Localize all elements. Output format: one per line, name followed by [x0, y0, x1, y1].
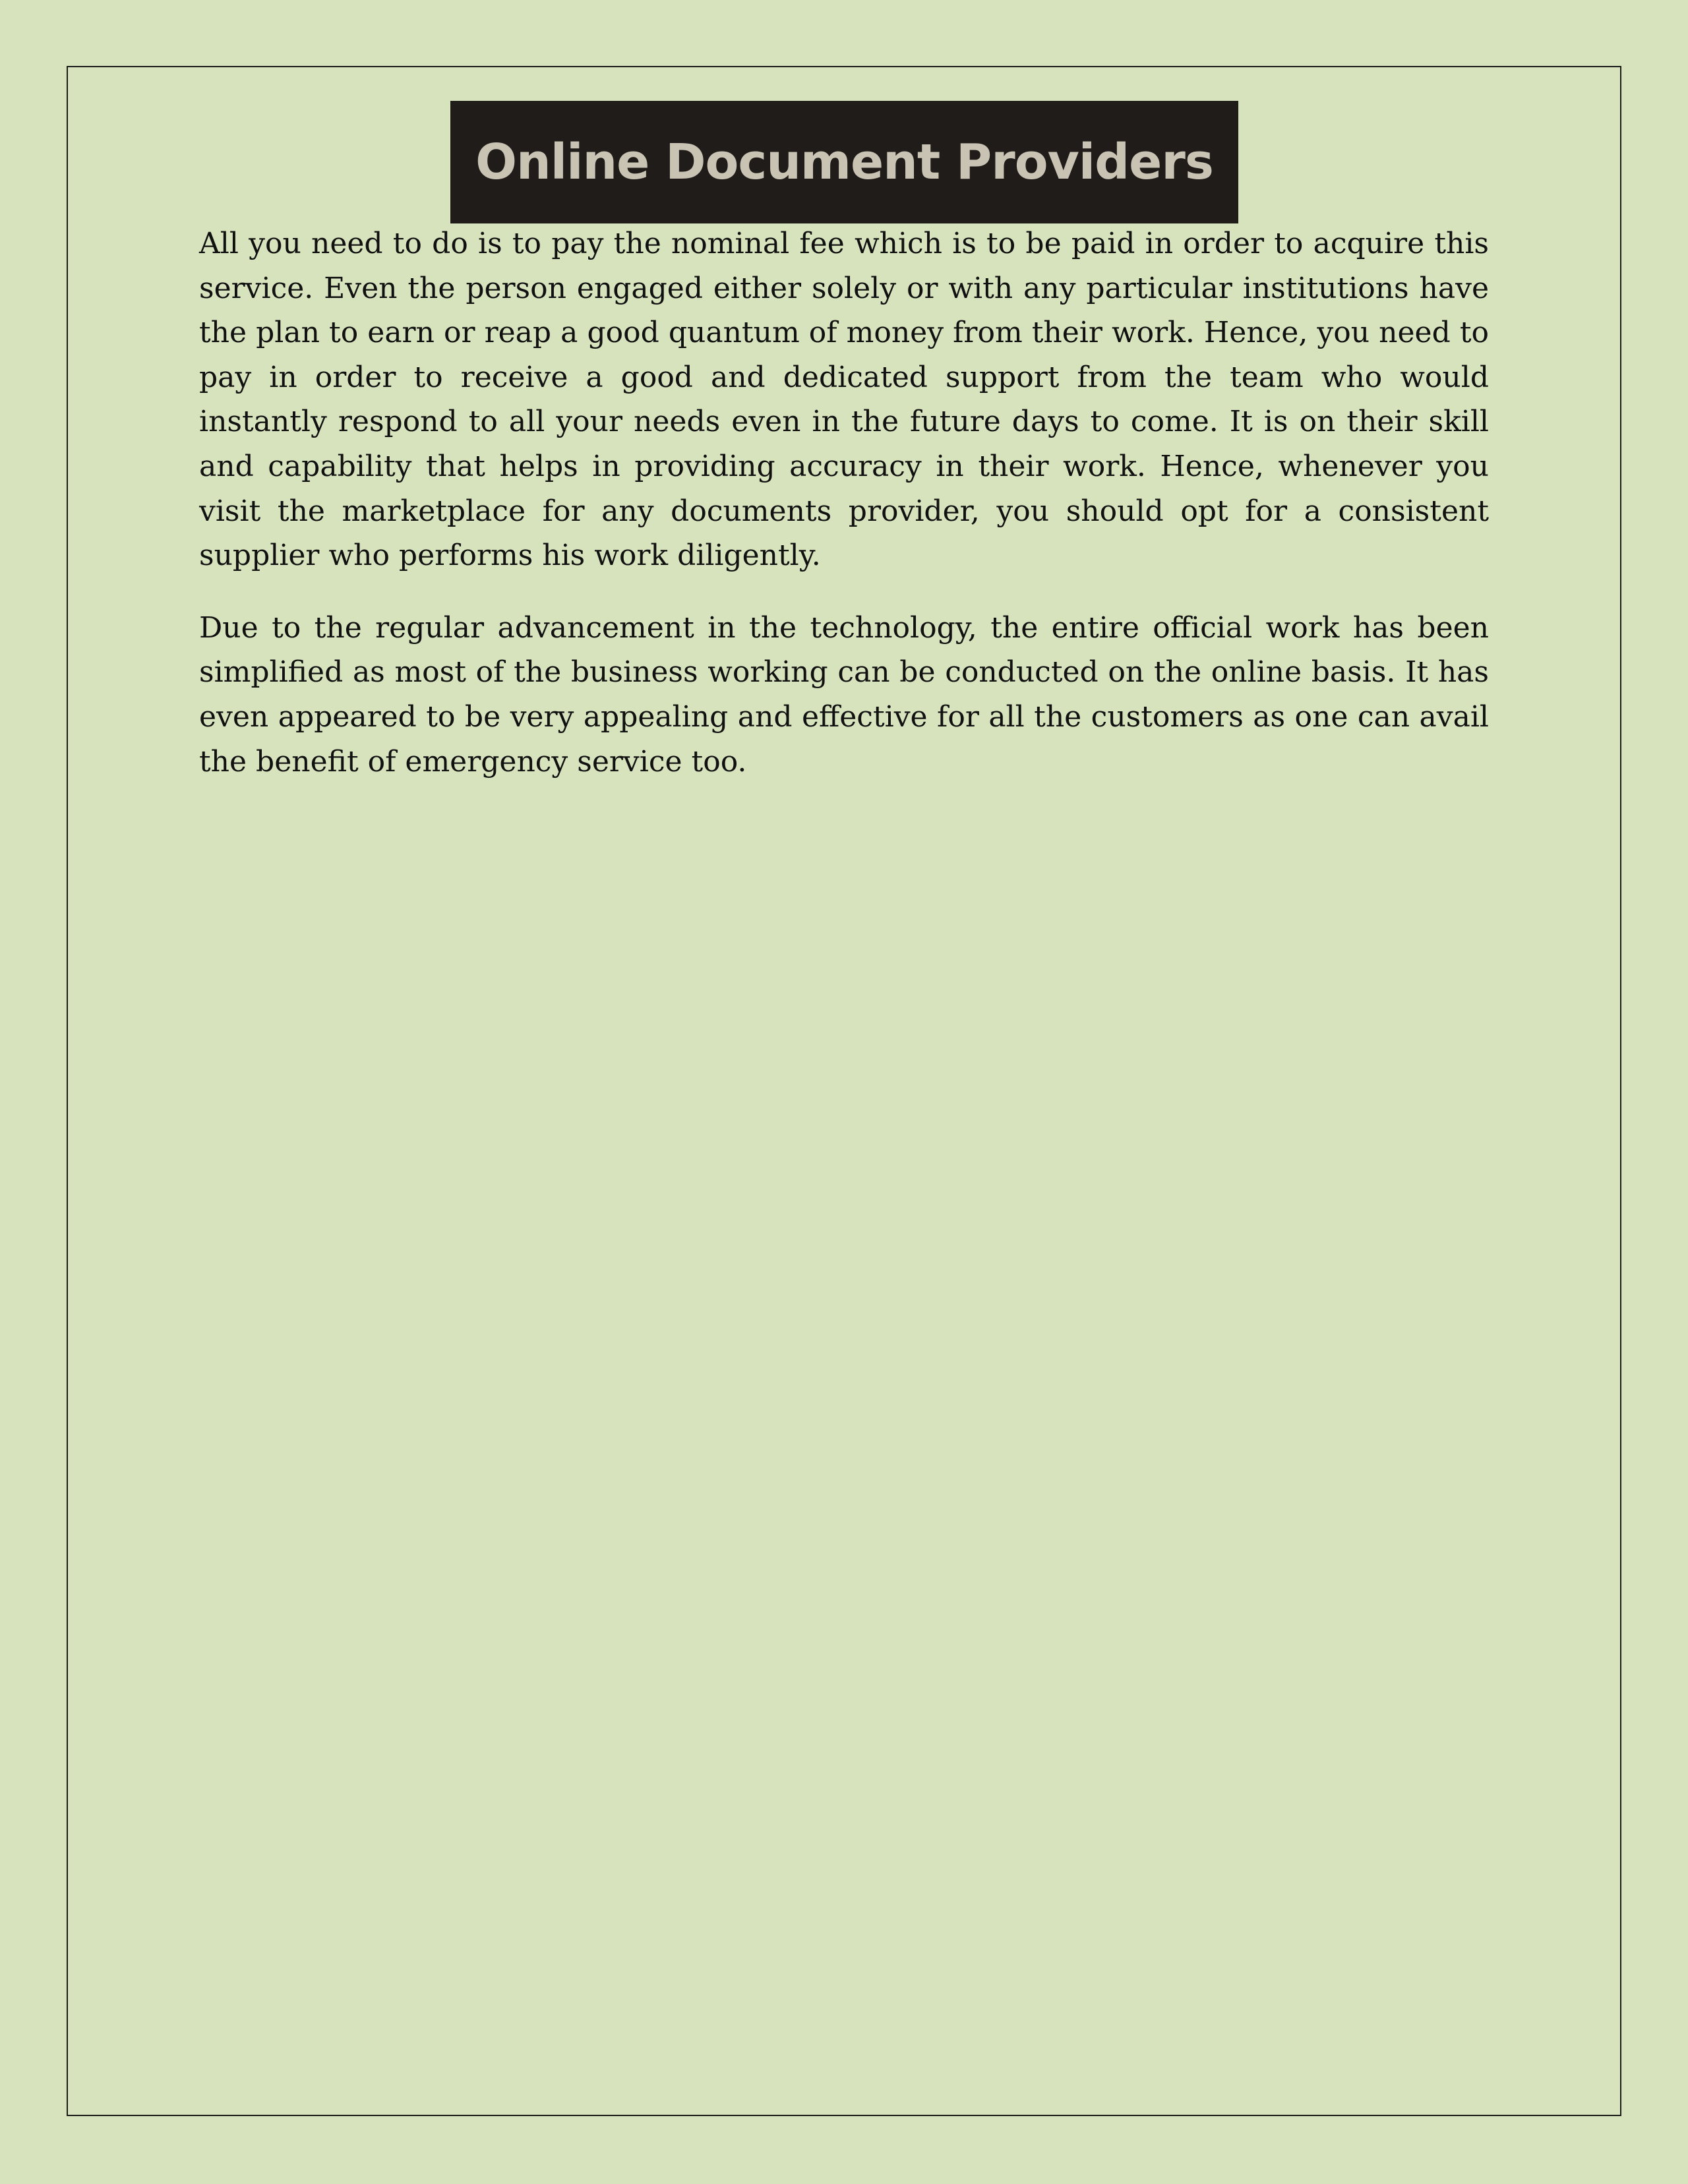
page-title: Online Document Providers — [475, 134, 1213, 191]
body-paragraph: Due to the regular advancement in the technology, the entire official work has been simplified as most of the business working can be conducted on the online basis. It has even appeared to be very appealing and effective for all the customers as one can avail the benefit of emergency service too. — [199, 610, 1489, 779]
title-banner — [450, 101, 1238, 223]
body-paragraph: All you need to do is to pay the nominal fee which is to be paid in order to acquire this service. Even the person engaged either solely or with any particular institutions have the plan to earn or reap a good quantum of money from their work. Hence, you need to pay in order to receive a good and dedicated support from the team who would instantly respond to all your needs even in the future days to come. It is on their skill and capability that helps in providing accuracy in their work. Hence, whenever you visit the marketplace for any documents provider, you should opt for a consistent supplier who performs his work diligently. — [199, 227, 1489, 573]
document-body — [199, 221, 1489, 784]
